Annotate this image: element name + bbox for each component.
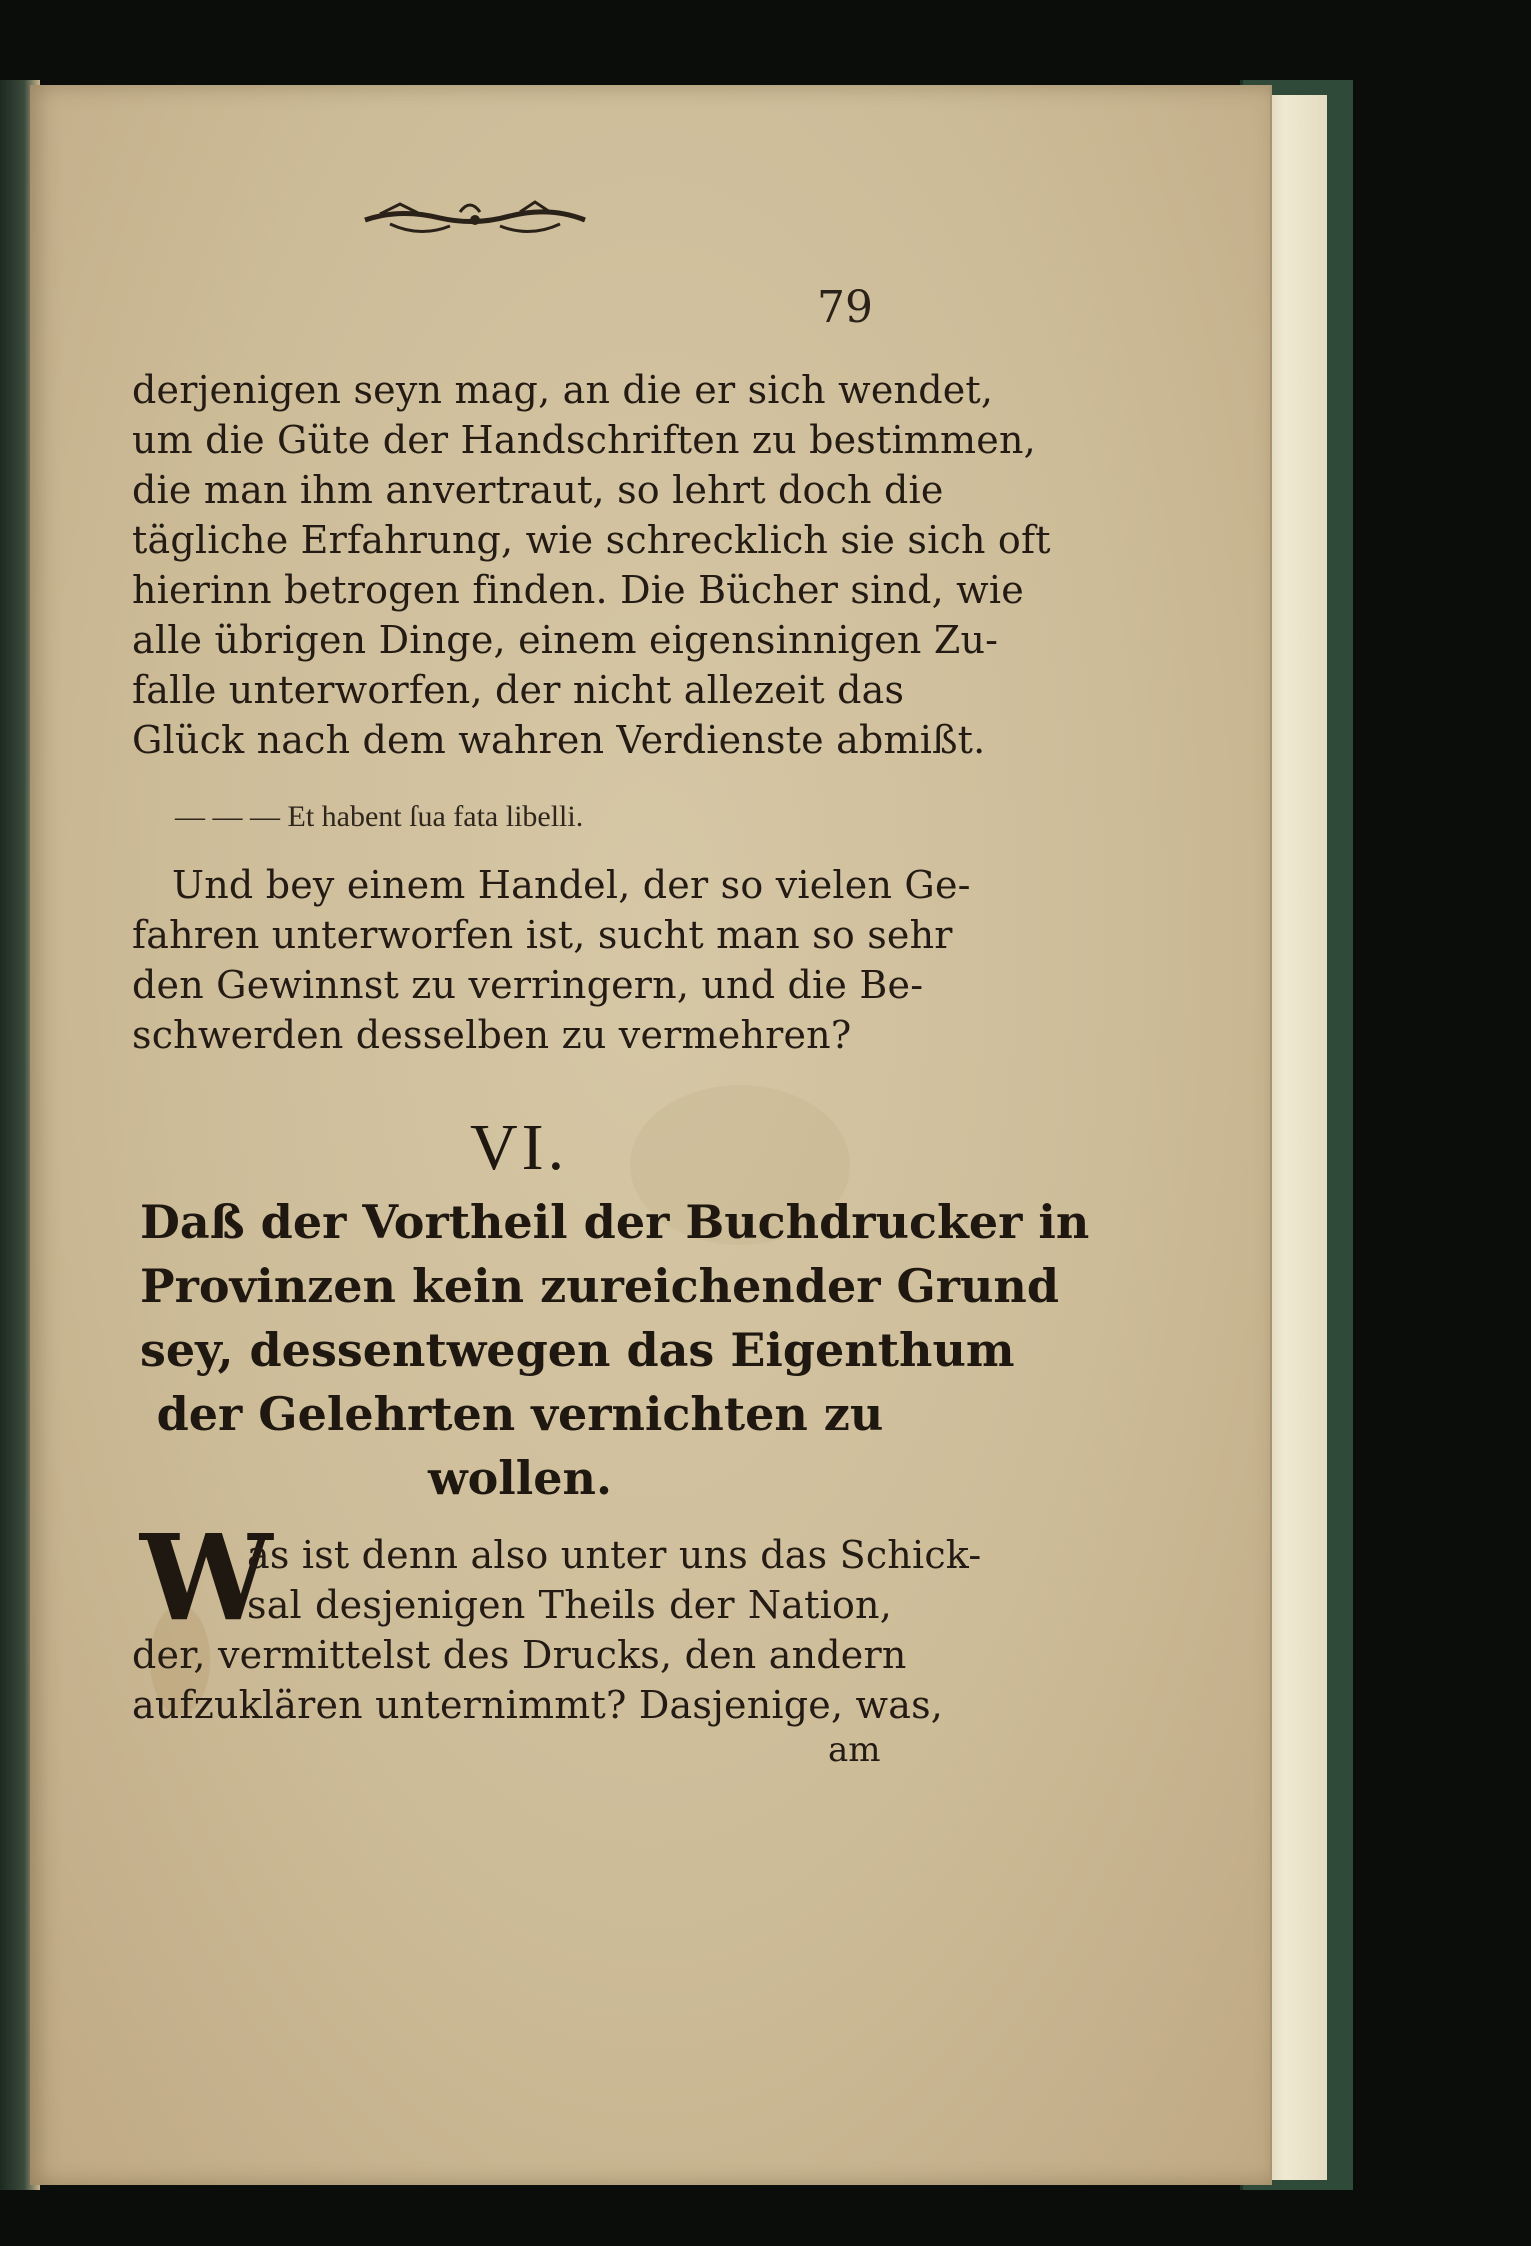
chapter-title-line: sey, dessentwegen das Eigenthum — [140, 1323, 1015, 1377]
chapter-title-line: Provinzen kein zureichender Grund — [140, 1259, 1060, 1313]
page-number: 79 — [817, 282, 873, 333]
drop-capital: W — [140, 1508, 273, 1647]
text-line: fahren unterworfen ist, sucht man so sehr — [132, 913, 953, 957]
chapter-number: VI. — [470, 1111, 569, 1184]
text-line: um die Güte der Handschriften zu bestimmen, — [132, 418, 1036, 462]
text-line: tägliche Erfahrung, wie schrecklich sie sich oft — [132, 518, 1051, 562]
text-line: Glück nach dem wahren Verdienste abmißt. — [132, 718, 986, 762]
paragraph-continuation — [132, 365, 1051, 765]
text-line: Und bey einem Handel, der so vielen Ge- — [172, 863, 971, 907]
text-line: der, vermittelst des Drucks, den andern — [132, 1633, 907, 1677]
latin-motto: — — — Et habent ſua fata libelli. — [175, 800, 584, 833]
chapter-title-line: wollen. — [428, 1451, 612, 1505]
text-line: alle übrigen Dinge, einem eigensinnigen Zu- — [132, 618, 999, 662]
text-line: sal desjenigen Theils der Nation, — [247, 1583, 892, 1627]
catchword: am — [828, 1730, 881, 1770]
paragraph-chapter-start — [132, 1530, 982, 1730]
header-ornament-icon — [360, 190, 590, 250]
text-line: falle unterworfen, der nicht allezeit das — [132, 668, 905, 712]
text-line: aufzuklären unternimmt? Dasjenige, was, — [132, 1683, 944, 1727]
text-line: hierinn betrogen finden. Die Bücher sind, wie — [132, 568, 1024, 612]
paragraph-question — [132, 860, 971, 1060]
chapter-title — [140, 1190, 1090, 1510]
text-line: derjenigen seyn mag, an die er sich wendet, — [132, 368, 994, 412]
text-line: den Gewinnst zu verringern, und die Be- — [132, 963, 924, 1007]
text-line: die man ihm anvertraut, so lehrt doch die — [132, 468, 944, 512]
text-line: schwerden desselben zu vermehren? — [132, 1013, 852, 1057]
chapter-title-line: der Gelehrten vernichten zu — [156, 1387, 884, 1441]
text-line: as ist denn also unter uns das Schick- — [247, 1533, 982, 1577]
chapter-title-line: Daß der Vortheil der Buchdrucker in — [140, 1195, 1090, 1249]
